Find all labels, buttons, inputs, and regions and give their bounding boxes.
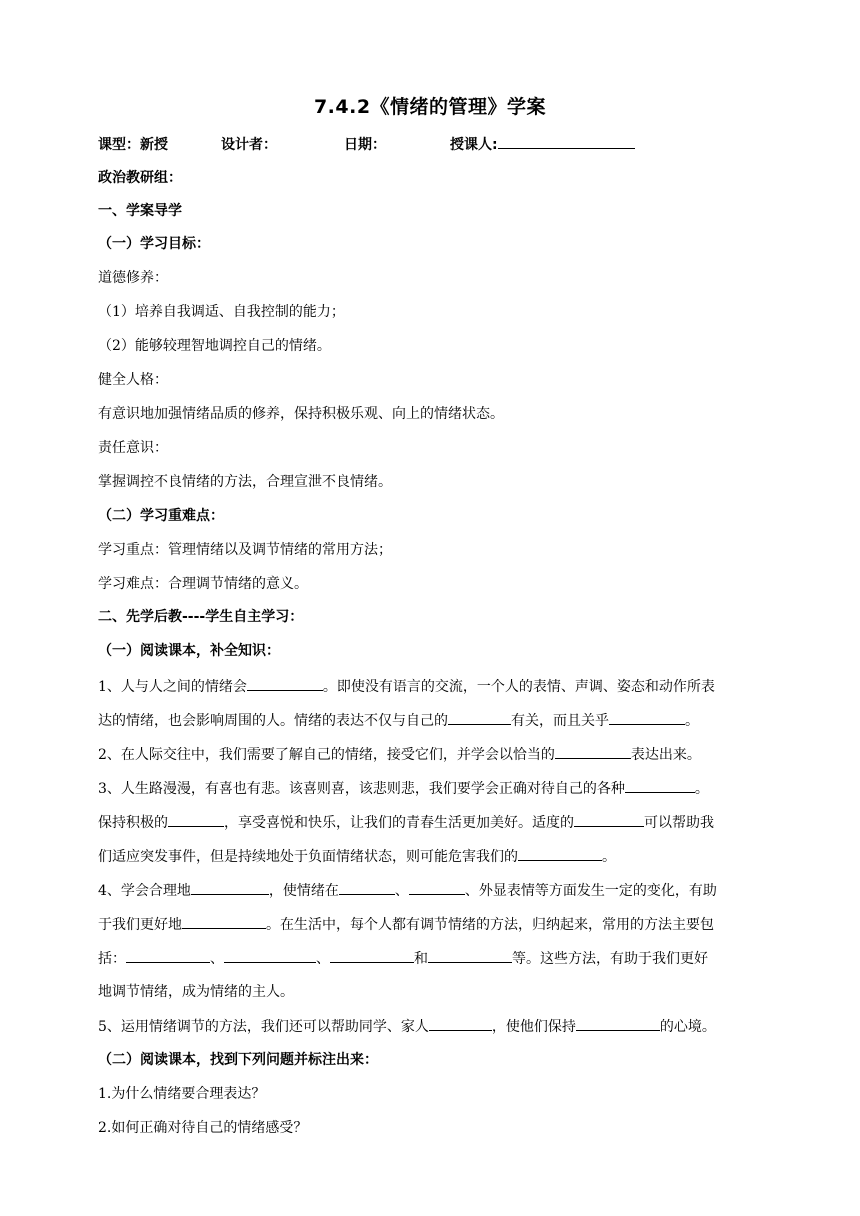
moral-label: 道德修养： bbox=[98, 270, 168, 286]
read2-question-2: 2.如何正确对待自己的情绪感受？ bbox=[98, 1120, 308, 1136]
text-run: 们适应突发事件，但是持续地处于负面情绪状态，则可能危害我们的 bbox=[98, 849, 518, 865]
teacher-label: 授课人: bbox=[450, 137, 498, 153]
question-4-line-2 bbox=[98, 914, 763, 935]
personality-text: 有意识地加强情绪品质的修养，保持积极乐观、向上的情绪状态。 bbox=[98, 406, 504, 422]
text-run: 3、人生路漫漫，有喜也有悲。该喜则喜，该悲则悲，我们要学会正确对待自己的各种 bbox=[98, 781, 625, 797]
answer-blank bbox=[576, 1016, 660, 1031]
answer-blank bbox=[429, 1016, 492, 1031]
text-run: 。 bbox=[685, 713, 699, 729]
key-point: 学习重点：管理情绪以及调节情绪的常用方法； bbox=[98, 542, 392, 558]
answer-blank bbox=[224, 948, 316, 963]
text-run: 、 bbox=[316, 951, 330, 967]
text-run: ，使情绪在 bbox=[268, 883, 339, 899]
key-points-heading: （二）学习重难点： bbox=[98, 508, 224, 524]
read2-question-1: 1.为什么情绪要合理表达？ bbox=[98, 1086, 266, 1102]
text-run: 、 bbox=[394, 883, 409, 899]
answer-blank bbox=[448, 710, 511, 725]
text-run: 等。这些方法，有助于我们更好 bbox=[512, 951, 708, 967]
question-3-line-3 bbox=[98, 846, 763, 867]
answer-blank bbox=[625, 778, 695, 793]
responsibility-label: 责任意识： bbox=[98, 440, 168, 456]
text-run: 。在生活中，每个人都有调节情绪的方法，归纳起来，常用的方法主要包 bbox=[266, 917, 714, 933]
text-run: 。 bbox=[602, 849, 616, 865]
read2-heading: （二）阅读课本，找到下列问题并标注出来： bbox=[98, 1052, 378, 1068]
text-run: ，享受喜悦和快乐，让我们的青春生活更加美好。适度的 bbox=[224, 815, 574, 831]
text-run: 、外显表情等方面发生一定的变化，有助 bbox=[464, 883, 717, 899]
section1-heading: 一、学案导学 bbox=[98, 203, 182, 219]
text-run: ，使他们保持 bbox=[491, 1019, 576, 1035]
question-3-line-1 bbox=[98, 778, 763, 799]
answer-blank bbox=[191, 880, 269, 895]
text-run: 可以帮助我 bbox=[644, 815, 714, 831]
teacher-blank bbox=[498, 134, 635, 149]
answer-blank bbox=[182, 914, 266, 929]
moral-item-2: （2）能够较理智地调控自己的情绪。 bbox=[98, 338, 331, 354]
question-4-line-1 bbox=[98, 880, 763, 901]
question-5 bbox=[98, 1016, 763, 1037]
text-run: 达的情绪，也会影响周围的人。情绪的表达不仅与自己的 bbox=[98, 713, 448, 729]
read1-heading: （一）阅读课本，补全知识： bbox=[98, 643, 280, 659]
section2-heading: 二、先学后教----学生自主学习： bbox=[98, 609, 304, 625]
text-run: 表达出来。 bbox=[630, 747, 701, 763]
designer-label: 设计者： bbox=[221, 137, 277, 153]
document-title: 7.4.2《情绪的管理》学案 bbox=[313, 96, 547, 118]
text-run: 括： bbox=[98, 951, 126, 967]
answer-blank bbox=[339, 880, 395, 895]
answer-blank bbox=[555, 744, 631, 759]
answer-blank bbox=[428, 948, 512, 963]
question-1-line-1 bbox=[98, 676, 763, 697]
answer-blank bbox=[168, 812, 224, 827]
answer-blank bbox=[518, 846, 602, 861]
question-3-line-2 bbox=[98, 812, 763, 833]
text-run: 1、人与人之间的情绪会 bbox=[98, 679, 247, 695]
text-run: 5、运用情绪调节的方法，我们还可以帮助同学、家人 bbox=[98, 1019, 429, 1035]
group-label: 政治教研组： bbox=[98, 170, 182, 186]
responsibility-text: 掌握调控不良情绪的方法，合理宣泄不良情绪。 bbox=[98, 474, 392, 490]
answer-blank bbox=[330, 948, 414, 963]
answer-blank bbox=[609, 710, 685, 725]
text-run: 保持积极的 bbox=[98, 815, 168, 831]
answer-blank bbox=[409, 880, 465, 895]
text-run: 2、在人际交往中，我们需要了解自己的情绪，接受它们，并学会以恰当的 bbox=[98, 747, 555, 763]
text-run: 和 bbox=[414, 951, 428, 967]
question-1-line-2 bbox=[98, 710, 763, 731]
text-run: 4、学会合理地 bbox=[98, 883, 191, 899]
personality-label: 健全人格： bbox=[98, 372, 168, 388]
text-run: 的心境。 bbox=[659, 1019, 716, 1035]
text-run: 有关，而且关乎 bbox=[511, 713, 609, 729]
answer-blank bbox=[574, 812, 644, 827]
question-4-line-3 bbox=[98, 948, 763, 969]
difficult-point: 学习难点：合理调节情绪的意义。 bbox=[98, 576, 308, 592]
question-2 bbox=[98, 744, 763, 765]
answer-blank bbox=[126, 948, 210, 963]
teacher-field bbox=[450, 134, 635, 154]
date-label: 日期： bbox=[344, 137, 386, 153]
answer-blank bbox=[247, 676, 323, 691]
text-run: 。 bbox=[694, 781, 709, 797]
question-4-line-4: 地调节情绪，成为情绪的主人。 bbox=[98, 984, 294, 1000]
moral-item-1: （1）培养自我调适、自我控制的能力； bbox=[98, 304, 345, 320]
text-run: 。即使没有语言的交流，一个人的表情、声调、姿态和动作所表 bbox=[322, 679, 715, 695]
text-run: 、 bbox=[210, 951, 224, 967]
lesson-type: 课型：新授 bbox=[98, 137, 168, 153]
goals-heading: （一）学习目标： bbox=[98, 236, 210, 252]
text-run: 于我们更好地 bbox=[98, 917, 182, 933]
